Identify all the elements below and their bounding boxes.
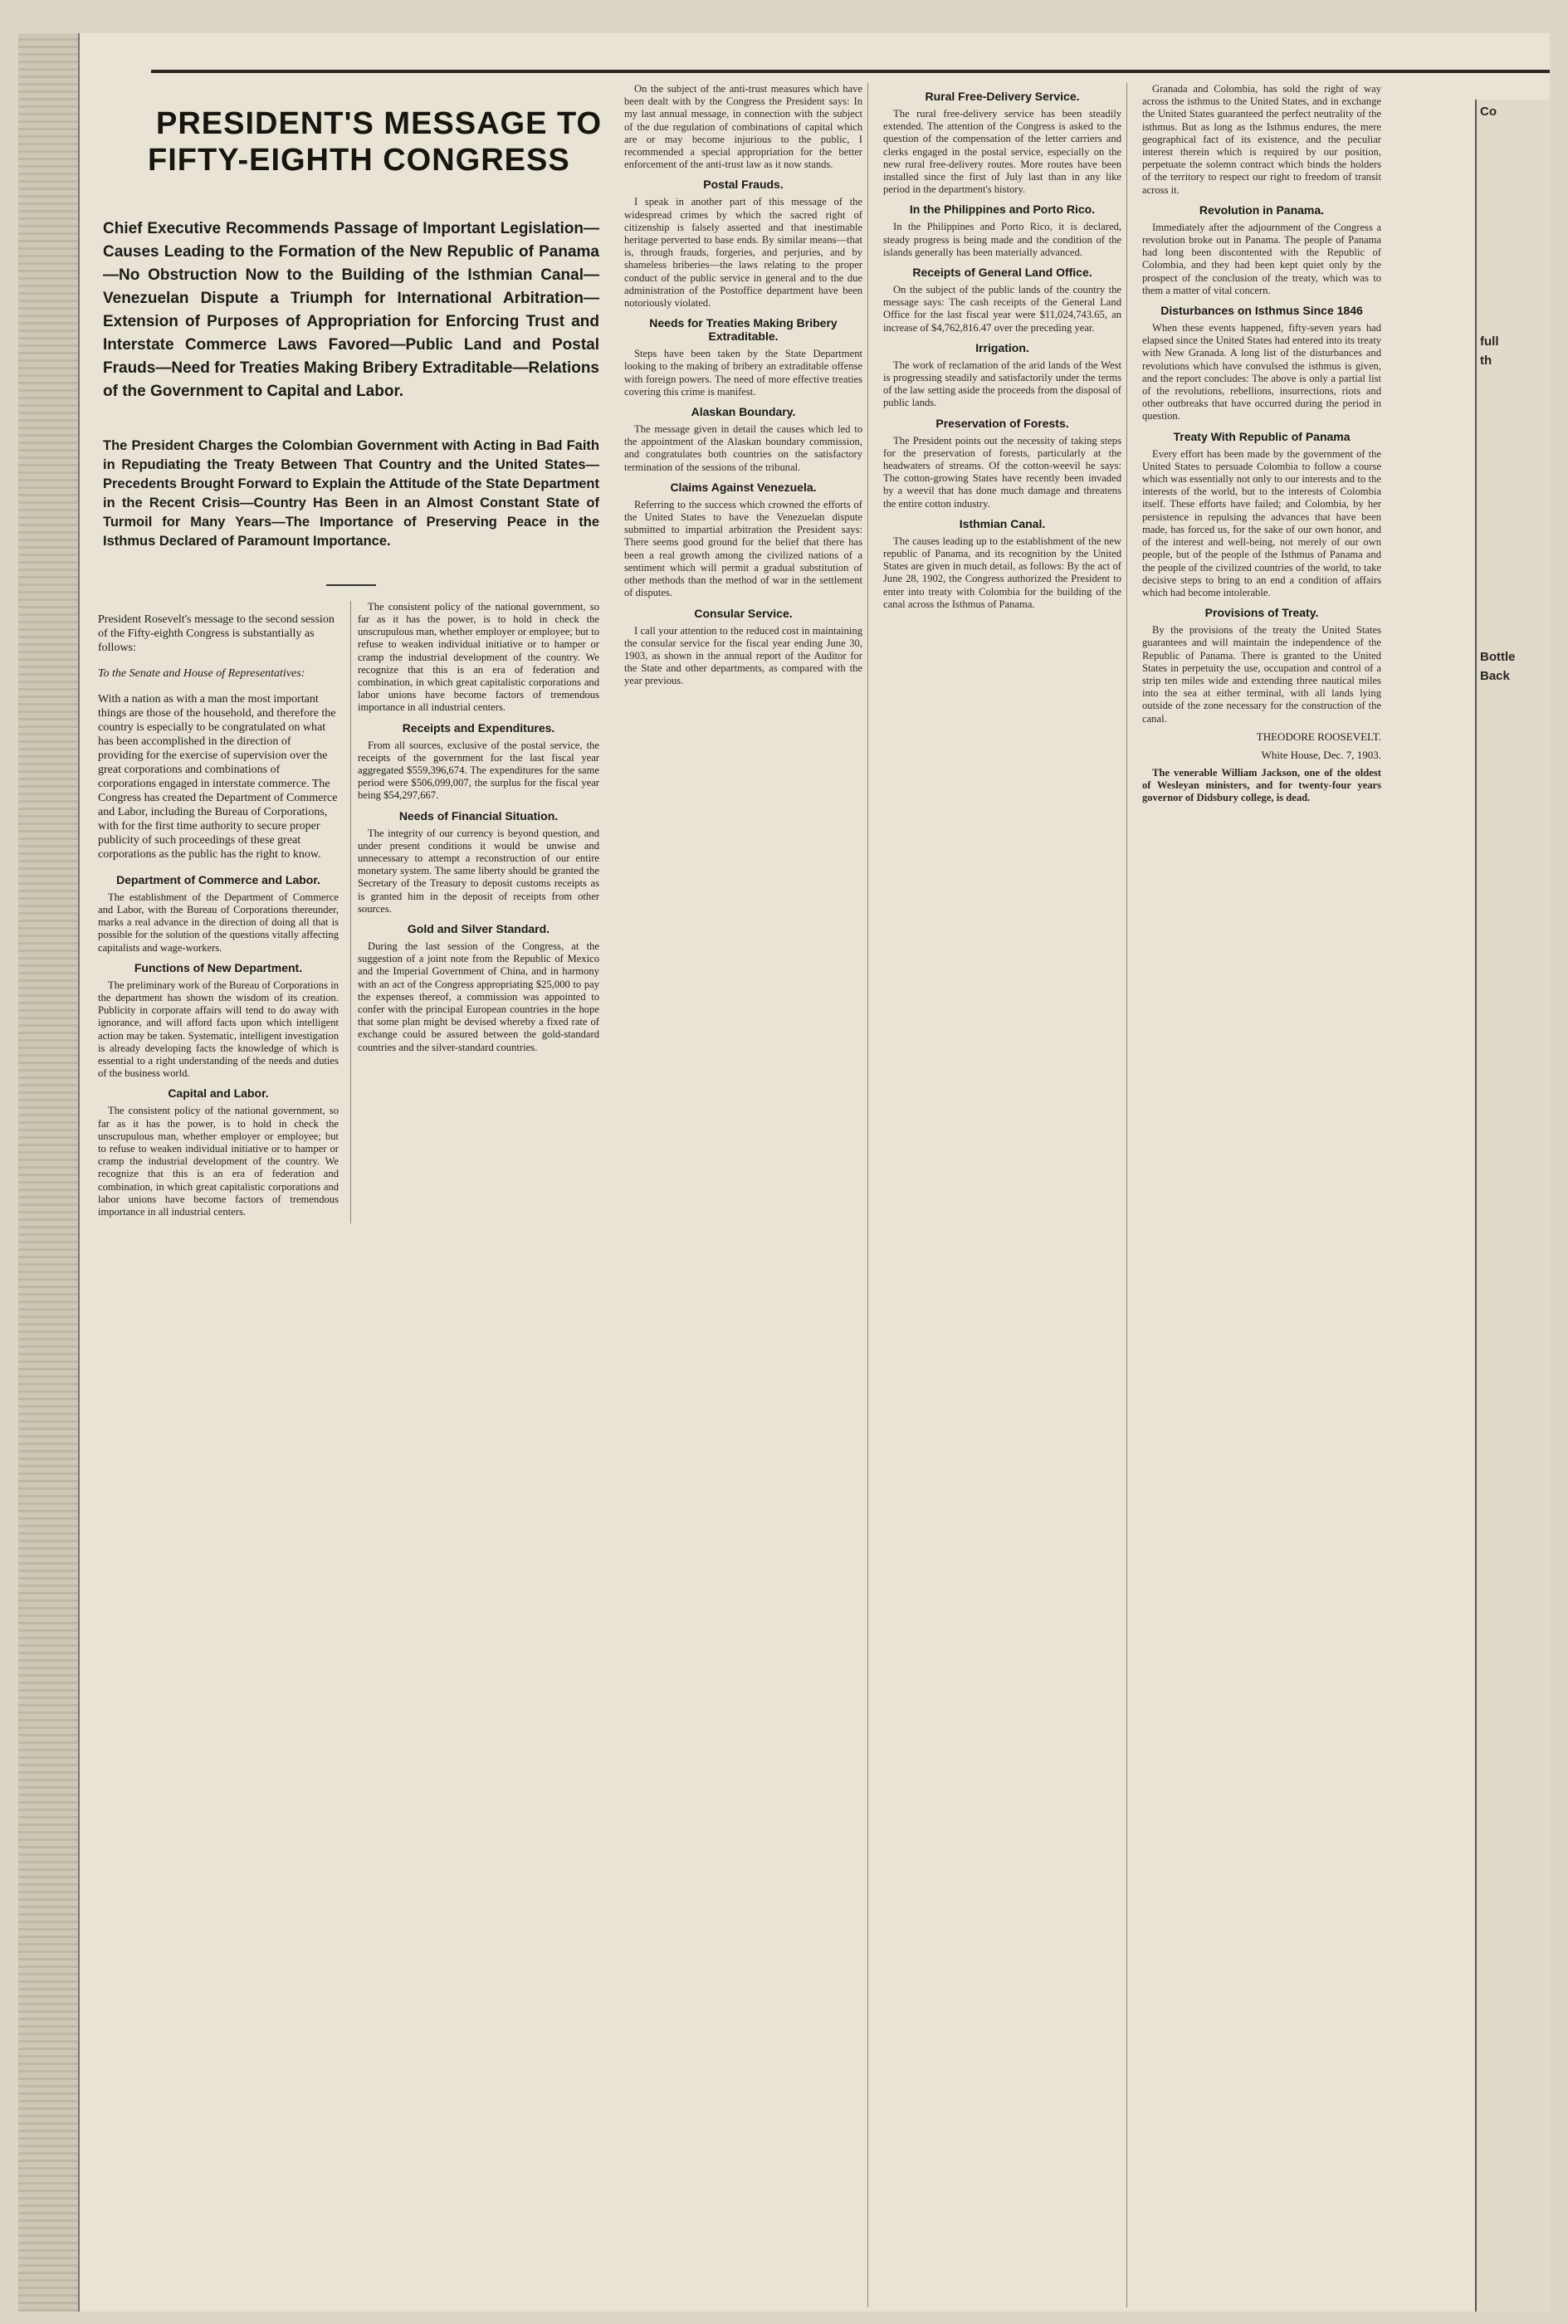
paragraph: Granada and Colombia, has sold the right of way across the isthmus to the United States, and in exchange the United States guaranteed the perfect neutrality of the isthmus. But as long as the Isthmus endures, the mere geographical fact of its existence, and the peculiar interest therein which is required by our position, perpetuate the solemn contract which binds the holders of the territory to respect our right to freedom of transit across it. bbox=[1142, 83, 1381, 196]
paragraph: President Rosevelt's message to the second session of the Fifty-eighth Congress is substantially as follows: bbox=[98, 613, 335, 654]
top-rule bbox=[151, 70, 1550, 73]
column-5 bbox=[1137, 83, 1386, 2307]
paragraph: Every effort has been made by the government of the United States to persuade Colombia to follow a course which was essentially not only to our interests and to the interests of the world, but to the interests of Colombia itself. These efforts have failed; and Colombia, by her persistence in repulsing the advances that have been made, has forced us, for the sake of our own honor, and of the interest and well-being, not merely of our own people, but of the people of the Isthmus of Panama and the people of the civilized countries of the world, to take decisive steps to bring to an end a condition of affairs which had become intolerable. bbox=[1142, 447, 1381, 598]
strip-fragment: th bbox=[1480, 354, 1492, 368]
signature-name: THEODORE ROOSEVELT. bbox=[1256, 730, 1381, 743]
section-heading: Postal Frauds. bbox=[703, 178, 784, 192]
paragraph: Steps have been taken by the State Department looking to the making of bribery an extraditable offense with foreign powers. The need of more effective treaties covering this crime is manifest. bbox=[624, 348, 862, 398]
paragraph: The consistent policy of the national government, so far as it has the power, is to hold in check the unscrupulous man, whether employer or employee; but to refuse to weaken individual initiative or to hamper or cramp the industrial development of the country. We recognize that this is an era of federation and combination, in which great capitalistic corporations and labor unions have become factors of tremendous importance in all industrial centers. bbox=[98, 1105, 339, 1218]
section-heading: Preservation of Forests. bbox=[935, 416, 1069, 430]
paragraph: I call your attention to the reduced cost in maintaining the consular service for the fiscal year ending June 30, 1903, as shown in the annual report of the Auditor for the State and other departments, as compared with the year previous. bbox=[624, 624, 862, 687]
paragraph: On the subject of the anti-trust measures which have been dealt with by the Congress the President says: In my last annual message, in connection with the subject of the due regulation of combinations of capital which are or may become injurious to the public, I recommended a special appropriation for the better enforcement of the anti-trust law as it now stands. bbox=[624, 83, 862, 171]
deck: Chief Executive Recommends Passage of Important Legislation—Causes Leading to the Formation of the New Republic of Panama—No Obstruction Now to the Building of the Isthmian Canal—Venezuelan Dispute a Triumph for International Arbitration—Extension of Purposes of Appropriation for Enforcing Trust and Interstate Commerce Laws Favored—Public Land and Postal Frauds—Need for Treaties Making Bribery Extraditable—Relations of the Government to Capital and Labor. bbox=[103, 219, 599, 400]
paragraph: During the last session of the Congress, at the suggestion of a joint note from the Republic of Mexico and the Imperial Government of China, and in harmony with an act of the Congress appropriating $25,000 to pay the expenses thereof, a commission was appointed to confer with the principal European countries in the hope that some plan might be devised whereby a fixed rate of exchange could be assured between the gold-standard countries and the silver-standard countries. bbox=[358, 940, 599, 1053]
paragraph: Immediately after the adjournment of the Congress a revolution broke out in Panama. The people of Panama had long been discontented with the Republic of Colombia, and they had been kept quiet only by the prospect of the conclusion of the treaty, which was to them a matter of vital concern. bbox=[1142, 221, 1381, 296]
strip-fragment: full bbox=[1480, 334, 1499, 349]
section-heading: Receipts and Expenditures. bbox=[402, 720, 555, 735]
salutation: To the Senate and House of Representatives: bbox=[98, 666, 305, 680]
paragraph: On the subject of the public lands of the country the message says: The cash receipts of the General Land Office for the last fiscal year were $11,024,743.65, an increase of $4,762,816.47 over the preceding year. bbox=[883, 284, 1121, 334]
headline-line-1: PRESIDENT'S MESSAGE TO bbox=[156, 106, 603, 141]
obituary-note: The venerable William Jackson, one of the oldest of Wesleyan ministers, and for twenty-four years governor of Didsbury college, is dead. bbox=[1142, 766, 1381, 804]
section-heading: Isthmian Canal. bbox=[959, 516, 1046, 530]
paragraph: The preliminary work of the Bureau of Corporations in the department has shown the wisdom of its creation. Publicity in corporate affairs will tend to do away with ignorance, and will afford facts upon which intelligent action may be taken. Systematic, intelligent investigation is already developing facts the knowledge of which is essential to a right understanding of the needs and duties of the business world. bbox=[98, 979, 339, 1080]
paragraph: When these events happened, fifty-seven years had elapsed since the United States had entered into its treaty with New Granada. A long list of the disturbances and revolutions which have convulsed the isthmus is given, and the report concludes: The above is only a partial list of the revolutions, rebellions, insurrections, riots and other outbreaks that have occurred during the period in question. bbox=[1142, 322, 1381, 422]
section-heading: Functions of New Department. bbox=[134, 960, 303, 974]
paragraph: The rural free-delivery service has been steadily extended. The attention of the Congress is asked to the question of the compensation of the letter carriers and clerks engaged in the postal service, especially on the new rural free-delivery routes. More routes have been installed since the first of July last than in any like period in the department's history. bbox=[883, 108, 1121, 196]
strip-fragment: Back bbox=[1480, 669, 1510, 683]
headline-line-2: FIFTY-EIGHTH CONGRESS bbox=[148, 142, 570, 178]
paragraph: Referring to the success which crowned the efforts of the United States to have the Venezuelan dispute submitted to impartial arbitration the President says: There seems good ground for the belief that there has been a real growth among the civilized nations of a sentiment which will permit a gradual substitution of other methods than the method of war in the settlement of disputes. bbox=[624, 498, 862, 599]
section-heading: Claims Against Venezuela. bbox=[670, 480, 817, 494]
section-heading: Alaskan Boundary. bbox=[691, 405, 796, 419]
section-heading: Gold and Silver Standard. bbox=[407, 922, 550, 936]
section-heading: Rural Free-Delivery Service. bbox=[925, 90, 1080, 103]
strip-fragment: Co bbox=[1480, 105, 1497, 119]
column-4 bbox=[878, 83, 1127, 2307]
paragraph: The President points out the necessity of taking steps for the preservation of forests, particularly at the headwaters of streams. Of the cotton-weevil he says: The cotton-growing States have recently been invaded by a weevil that has done much damage and threatens the entire cotton industry. bbox=[883, 434, 1121, 510]
section-heading: Needs for Treaties Making Bribery Extraditable. bbox=[649, 316, 838, 344]
section-heading: Receipts of General Land Office. bbox=[912, 266, 1092, 280]
signature-place: White House, Dec. 7, 1903. bbox=[1261, 748, 1381, 761]
binding-gutter bbox=[18, 33, 80, 2312]
paragraph: The consistent policy of the national government, so far as it has the power, is to hold in check the unscrupulous man, whether employer or employee; but to refuse to weaken individual initiative or to hamper or cramp the industrial development of the country. We recognize that this is an era of federation and combination, in which great capitalistic corporations and labor unions have become factors of tremendous importance in all industrial centers. bbox=[358, 600, 599, 714]
lead-column bbox=[98, 83, 604, 2307]
paragraph: The causes leading up to the establishment of the new republic of Panama, and its recognition by the United States are given in much detail, as follows: By the act of June 28, 1902, the Congress authorized the President to enter into treaty with Colombia for the building of the canal across the Isthmus of Panama. bbox=[883, 535, 1121, 610]
paragraph: With a nation as with a man the most important things are those of the household, and therefore the country is especially to be congratulated on what has been accomplished in the direction of providing for the exercise of supervision over the great corporations and combinations of corporations engaged in interstate commerce. The Congress has created the Department of Commerce and Labor, including the Bureau of Corporations, with for the first time authority to secure proper publicity of such proceedings of these great corporations as the public has the right to know. bbox=[98, 692, 338, 861]
strip-fragment: Bottle bbox=[1480, 650, 1516, 664]
subdeck: The President Charges the Colombian Government with Acting in Bad Faith in Repudiating the Treaty Between That Country and the United States—Precedents Brought Forward to Explain the Attitude of the State Department in the Recent Crisis—Country Has Been in an Almost Constant State of Turmoil for Many Years—The Importance of Preserving Peace in the Isthmus Declared of Paramount Importance. bbox=[103, 437, 599, 549]
paragraph: By the provisions of the treaty the United States guarantees and will maintain the independence of the Republic of Panama. There is granted to the United States in perpetuity the use, occupation and control of a strip ten miles wide and extending three nautical miles into the sea at either terminal, with all lands lying outside of the zone necessary for the construction of the canal. bbox=[1142, 624, 1381, 725]
separator-dash bbox=[326, 584, 376, 586]
intro-column bbox=[98, 601, 339, 1223]
paragraph: In the Philippines and Porto Rico, it is declared, steady progress is being made and the condition of the islands generally has been materially advanced. bbox=[883, 221, 1121, 258]
section-heading: Irrigation. bbox=[975, 340, 1029, 354]
paragraph: The message given in detail the causes which led to the appointment of the Alaskan boundary commission, and congratulates both countries on the satisfactory termination of the sessions of the tribunal. bbox=[624, 423, 862, 473]
adjacent-page-strip bbox=[1475, 100, 1550, 2312]
section-heading: Consular Service. bbox=[694, 606, 793, 620]
newspaper-page bbox=[18, 33, 1550, 2312]
paragraph: From all sources, exclusive of the postal service, the receipts of the government for the last fiscal year aggregated $559,396,674. The expenditures for the same period were $506,099,007, the surplus for the fiscal year being $54,297,667. bbox=[358, 739, 599, 802]
paragraph: The integrity of our currency is beyond question, and under present conditions it would be unwise and unnecessary to attempt a reconstruction of our entire monetary system. The same liberty should be granted the Secretary of the Treasury to deposit customs receipts as is granted him in the deposit of receipts from other sources. bbox=[358, 827, 599, 915]
column-3 bbox=[619, 83, 868, 2307]
section-heading: In the Philippines and Porto Rico. bbox=[909, 203, 1096, 217]
intro-column-2 bbox=[350, 601, 599, 1223]
section-heading: Revolution in Panama. bbox=[1199, 203, 1325, 217]
section-heading: Department of Commerce and Labor. bbox=[116, 872, 320, 886]
paragraph: I speak in another part of this message of the widespread crimes by which the sacred right of citizenship is falsely asserted and that inestimable heritage perverted to base ends. By similar means—that is, through frauds, forgeries, and perjuries, and by shameless briberies—the laws relating to the proper conduct of the public service in general and to the due administration of the Postoffice department have been notoriously violated. bbox=[624, 196, 862, 310]
paragraph: The establishment of the Department of Commerce and Labor, with the Bureau of Corporations thereunder, marks a real advance in the direction of doing all that is possible for the solution of the questions vitally affecting capitalists and wage-workers. bbox=[98, 891, 339, 954]
section-heading: Capital and Labor. bbox=[168, 1086, 269, 1101]
paragraph: The work of reclamation of the arid lands of the West is progressing steadily and satisfactorily under the terms of the law setting aside the proceeds from the disposal of public lands. bbox=[883, 359, 1121, 409]
section-heading: Treaty With Republic of Panama bbox=[1173, 429, 1351, 443]
section-heading: Provisions of Treaty. bbox=[1204, 606, 1319, 620]
section-heading: Needs of Financial Situation. bbox=[398, 808, 559, 823]
section-heading: Disturbances on Isthmus Since 1846 bbox=[1160, 304, 1363, 318]
